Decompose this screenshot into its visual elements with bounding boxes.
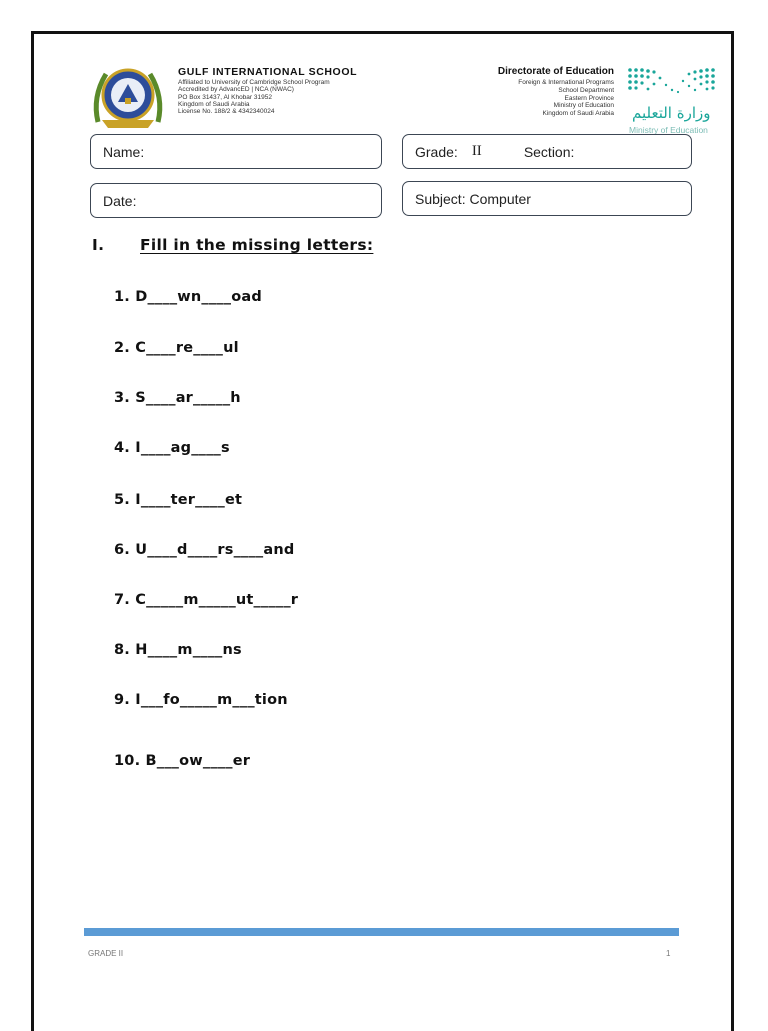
exercise-title: Fill in the missing letters: bbox=[140, 236, 374, 254]
ministry-arabic-name: وزارة التعليم bbox=[632, 104, 711, 122]
directorate-line: School Department bbox=[558, 86, 614, 94]
exercise-number: I. bbox=[92, 236, 105, 254]
school-line: Kingdom of Saudi Arabia bbox=[178, 100, 250, 108]
question-item[interactable]: 3. S____ar_____h bbox=[114, 390, 241, 406]
grade-label: Grade: bbox=[415, 143, 458, 160]
question-item[interactable]: 9. I___fo_____m___tion bbox=[114, 692, 288, 708]
grade-field[interactable] bbox=[402, 134, 692, 169]
page-number: 1 bbox=[666, 949, 671, 958]
directorate-line: Kingdom of Saudi Arabia bbox=[542, 110, 614, 118]
directorate-title: Directorate of Education bbox=[497, 66, 614, 77]
section-label: Section: bbox=[523, 143, 575, 160]
school-seal-logo bbox=[88, 62, 168, 132]
subject-field bbox=[402, 181, 692, 216]
school-info bbox=[178, 66, 408, 115]
ministry-english-name: Ministry of Education bbox=[629, 125, 708, 135]
question-item[interactable]: 8. H____m____ns bbox=[114, 642, 242, 658]
school-line: License No. 188/2 & 4342340024 bbox=[178, 108, 275, 116]
directorate-line: Foreign & International Programs bbox=[518, 79, 614, 86]
exercise-heading bbox=[92, 236, 373, 254]
school-name: GULF INTERNATIONAL SCHOOL bbox=[178, 66, 358, 78]
question-item[interactable]: 6. U____d____rs____and bbox=[114, 542, 295, 558]
question-item[interactable]: 7. C_____m_____ut_____r bbox=[114, 592, 299, 608]
question-item[interactable]: 4. I____ag____s bbox=[114, 440, 230, 456]
question-item[interactable]: 2. C____re____ul bbox=[114, 340, 239, 356]
grade-value: II bbox=[471, 143, 482, 159]
question-item[interactable]: 10. B___ow____er bbox=[114, 753, 251, 769]
directorate-info bbox=[414, 66, 614, 118]
date-field[interactable] bbox=[90, 183, 382, 218]
ministry-logo bbox=[625, 64, 725, 134]
question-item[interactable]: 1. D____wn____oad bbox=[114, 289, 262, 305]
name-field[interactable] bbox=[90, 134, 382, 169]
footer-bar bbox=[84, 928, 679, 936]
question-item[interactable]: 5. I____ter____et bbox=[114, 492, 243, 508]
name-label: Name: bbox=[103, 143, 145, 160]
footer-grade-label: GRADE II bbox=[88, 949, 124, 958]
school-line: Affiliated to University of Cambridge School Program bbox=[178, 79, 330, 86]
subject-label: Subject: Computer bbox=[415, 190, 531, 207]
directorate-line: Ministry of Education bbox=[553, 102, 614, 110]
directorate-line: Eastern Province bbox=[564, 94, 614, 102]
date-label: Date: bbox=[103, 192, 137, 209]
school-line: Accredited by AdvancED | NCA (NWAC) bbox=[178, 86, 294, 94]
school-line: PO Box 31437, Al Khobar 31952 bbox=[178, 93, 272, 101]
